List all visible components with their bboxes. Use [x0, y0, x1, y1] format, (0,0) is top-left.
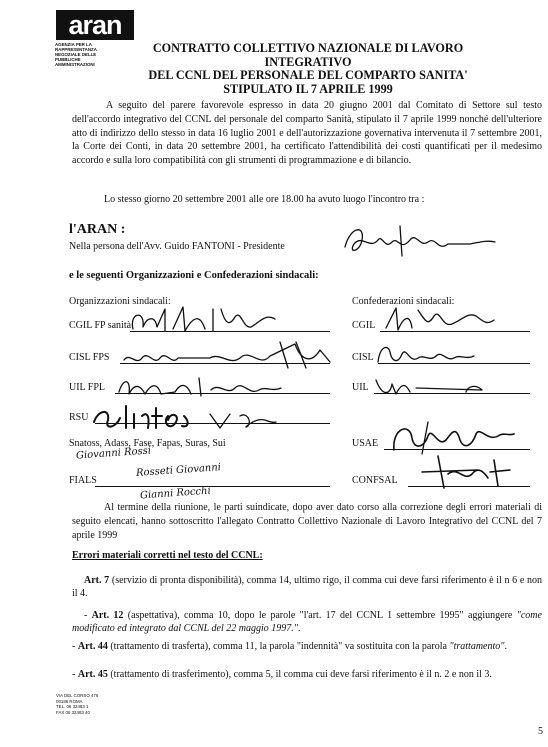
- org-label-cisl-fps: CISL FPS: [69, 352, 110, 363]
- closing-paragraph: Al termine della riunione, le parti suindicate, dopo aver dato corso alla correzione degli errori materiali di seguito elencati, hanno sottoscritto l'allegato Contratto Collettivo Nazionale di Lavoro Integrativo del CCNL del 7 aprile 1999: [72, 502, 542, 541]
- error-art45-text: (trattamento di trasferimento), comma 5, il comma cui deve farsi riferimento è il n. 2 e non il 3.: [110, 669, 492, 680]
- conf-label-cgil: CGIL: [352, 320, 376, 331]
- error-art12-quote: "come modificato ed integrato dal CCNL del 22 maggio 1997.": [72, 610, 542, 634]
- signature-confsal: [418, 452, 518, 492]
- error-art12-ref: Art. 12: [91, 610, 124, 621]
- title-line-3: STIPULATO IL 7 APRILE 1999: [223, 81, 393, 96]
- error-item-art44: - Art. 44 (trattamento di trasferta), comma 11, la parola "indennità" va sostituita con la parola "trattamento".: [72, 641, 507, 652]
- signature-fials-1: Giovanni Rossi: [75, 445, 152, 462]
- error-art45-ref: Art. 45: [77, 669, 108, 680]
- error-item-art12: - Art. 12 (aspettativa), comma 10, dopo le parole "l'art. 17 del CCNL 1 settembre 1995" aggiungere "come modificato ed integrato dal CCNL del 22 maggio 1997.".: [72, 610, 542, 634]
- conf-label-uil: UIL: [352, 382, 369, 393]
- error-item-art7: [72, 574, 542, 600]
- signature-cisl: [374, 340, 484, 368]
- aran-person: Nella persona dell'Avv. Guido FANTONI - Presidente: [69, 241, 285, 252]
- signature-line-fials: [95, 486, 330, 487]
- conf-label-cisl: CISL: [352, 352, 374, 363]
- error-art7-text: (servizio di pronta disponibilità), comma 14, ultimo rigo, il comma cui deve farsi riferimento è il n 6 e non il 4.: [72, 575, 542, 599]
- org-label-cgil-fp: CGIL FP sanità: [69, 320, 132, 331]
- meeting-line: Lo stesso giorno 20 settembre 2001 alle ore 18.00 ha avuto luogo l'incontro tra :: [104, 194, 425, 205]
- error-art44-text-b: .: [504, 641, 507, 652]
- orgs-heading: e le seguenti Organizzazioni e Confederazioni sindacali:: [69, 270, 319, 281]
- signature-cgil-fp: [125, 303, 285, 337]
- error-art7-ref: Art. 7: [84, 575, 110, 586]
- aran-logo: aran: [56, 10, 134, 40]
- conf-label-usae: USAE: [352, 438, 379, 449]
- aran-heading: l'ARAN :: [69, 222, 126, 237]
- error-art44-text-a: (trattamento di trasferta), comma 11, la parola "indennità" va sostituita con la parola: [110, 641, 450, 652]
- signature-rsu: [90, 402, 300, 434]
- error-art12-text-b: .: [297, 623, 301, 634]
- address-line-3: TEL. 06 32483 1: [56, 704, 89, 709]
- signature-cisl-fps: [120, 338, 340, 374]
- org-label-uil-fpl: UIL FPL: [69, 382, 106, 393]
- intro-paragraph: A seguito del parere favorevole espresso in data 20 giugno 2001 dal Comitato di Settore sul testo dell'accordo integrativo del CCNL del personale del comparto Sanità, stipulato il 7 aprile 1999 nonché dell'ulteriore atto di indirizzo dello stesso in data 16 luglio 2001 e dell'autorizzazione governativa intervenuta il 7 settembre 2001, la Corte dei Conti, in data 20 settembre 2001, ha certificato l'attendibilità dei costi quantificati per il medesimo accordo e sulla loro compatibilità con gli strumenti di programmazione e di bilancio.: [72, 100, 542, 167]
- page-number: 5: [538, 726, 543, 737]
- footer-address: [56, 693, 98, 715]
- address-line-4: FAX 06 32483 40: [56, 709, 90, 715]
- org-label-fials: FIALS: [69, 475, 97, 486]
- error-item-art45: - Art. 45 (trattamento di trasferimento), comma 5, il comma cui deve farsi riferimento è il n. 2 e non il 3.: [72, 669, 492, 680]
- document-title: [108, 42, 508, 96]
- error-art12-text-a: (aspettativa), comma 10, dopo le parole "l'art. 17 del CCNL 1 settembre 1995" aggiungere: [127, 610, 517, 621]
- conf-label-confsal: CONFSAL: [352, 475, 398, 486]
- logo-subtitle: AGENZIA PER LA RAPPRESENTANZA NEGOZIALE DELLE PUBBLICHE AMMINISTRAZIONI: [55, 42, 97, 67]
- signature-fials-2: Rosseti Giovanni: [135, 462, 222, 479]
- address-line-1: VIA DEL CORSO 476: [56, 693, 99, 698]
- error-art44-ref: Art. 44: [77, 641, 108, 652]
- org-label-rsu: RSU: [69, 412, 89, 423]
- address-line-2: 00186 ROMA: [56, 698, 83, 704]
- orgs-left-header: Organizzazioni sindacali:: [69, 296, 171, 307]
- errors-heading: Errori materiali corretti nel testo del CCNL:: [72, 550, 263, 561]
- signature-aran: [340, 222, 500, 262]
- error-art44-quote: "trattamento": [449, 641, 505, 652]
- title-line-2: DEL CCNL DEL PERSONALE DEL COMPARTO SANITA': [148, 68, 468, 82]
- org-label-snatoss: Snatoss, Adass, Fase, Fapas, Suras, Sui: [69, 438, 226, 449]
- title-line-1: CONTRATTO COLLETTIVO NAZIONALE DI LAVORO INTEGRATIVO: [152, 41, 464, 69]
- signature-uil-fpl: [115, 372, 295, 400]
- orgs-right-header: Confederazioni sindacali:: [352, 296, 455, 307]
- signature-uil: [372, 372, 492, 398]
- signature-fials-3: Gianni Rocchi: [139, 485, 212, 502]
- signature-cgil: [382, 302, 512, 336]
